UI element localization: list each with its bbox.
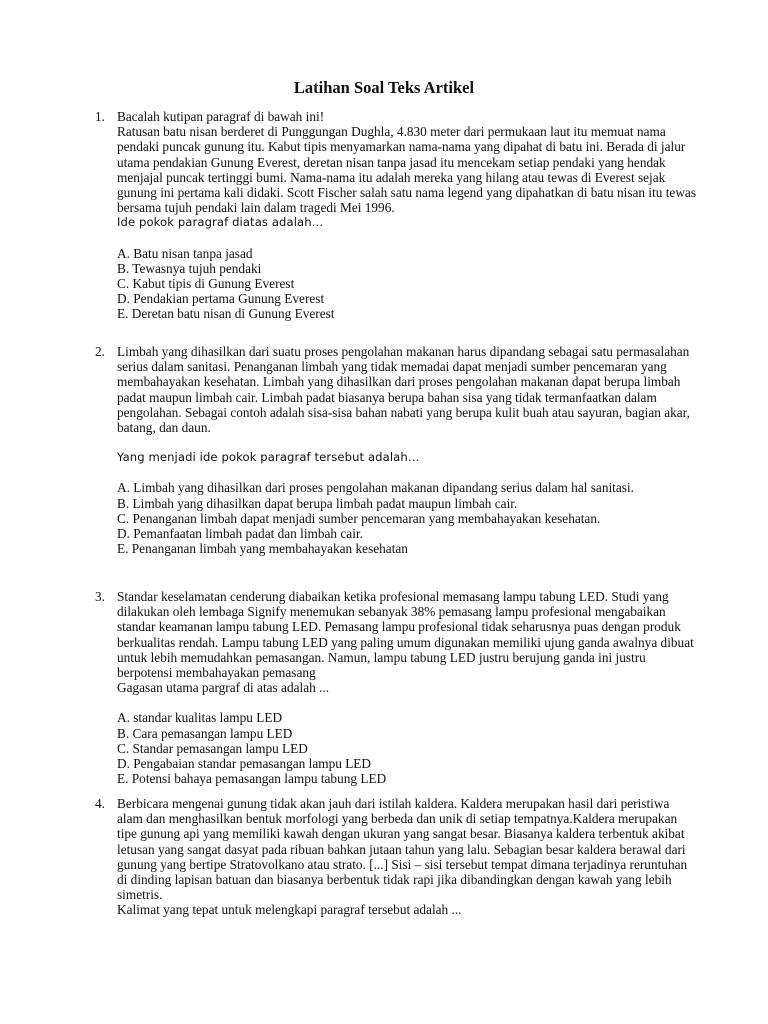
answer-options [117,246,697,322]
option-a: A. standar kualitas lampu LED [117,710,283,726]
question-prompt: Yang menjadi ide pokok paragraf tersebut adalah… [117,450,420,465]
question-number: 4. [95,796,105,811]
question-prompt: Kalimat yang tepat untuk melengkapi paragraf tersebut adalah ... [117,902,462,918]
question-body [117,589,697,786]
question-number: 2. [95,344,105,359]
question-intro: Bacalah kutipan paragraf di bawah ini! [117,109,325,124]
option-a: A. Batu nisan tanpa jasad [117,245,253,261]
answer-options [117,480,697,556]
option-c: C. Penanganan limbah dapat menjadi sumber pencemaran yang membahayakan kesehatan. [117,510,601,526]
option-e: E. Potensi bahaya pemasangan lampu tabung LED [117,771,387,787]
option-d: D. Pemanfaatan limbah padat dan limbah cair. [117,526,363,542]
page-title: Latihan Soal Teks Artikel [293,78,475,97]
option-b: B. Limbah yang dihasilkan dapat berupa limbah padat maupun limbah cair. [117,495,518,511]
question-paragraph: Berbicara mengenai gunung tidak akan jauh dari istilah kaldera. Kaldera merupakan hasil dari peristiwa alam dan menghasilkan bentuk morfologi yang berbeda dan unik di setiap tempatnya.Kaldera merupakan tipe gunung api yang memiliki kawah dengan ukuran yang sangat besar. Biasanya kaldera terbentuk akibat letusan yang sangat dasyat pada ribuan bahkan jutaan tahun yang lalu. Sebagian besar kaldera berawal dari gunung yang bertipe Stratovolkano atau strato. [...] Sisi – sisi tersebut tempat dimana terjadinya reruntuhan di dinding lapisan batuan dan biasanya berbentuk tidak rapi jika dibandingkan dengan kawah yang lebih simetris. [117,796,688,903]
question-paragraph: Limbah yang dihasilkan dari suatu proses pengolahan makanan harus dipandang sebagai satu permasalahan serius dalam sanitasi. Penanganan limbah yang tidak memadai dapat menjadi sumber pencemaran yang membahayakan kesehatan. Limbah yang dihasilkan dari proses pengolahan makanan dapat berupa limbah padat maupun limbah cair. Limbah padat biasanya berupa bahan sisa yang tidak termanfaatkan dalam pengolahan. Sebagai contoh adalah sisa-sisa bahan nabati yang berupa kulit buah atau sayuran, bagian akar, batang, dan daun. [117,344,690,436]
option-e: E. Penanganan limbah yang membahayakan kesehatan [117,541,408,557]
option-b: B. Cara pemasangan lampu LED [117,725,293,741]
question-prompt: Gagasan utama pargraf di atas adalah ... [117,680,330,696]
option-d: D. Pendakian pertama Gunung Everest [117,291,325,307]
option-e: E. Deretan batu nisan di Gunung Everest [117,306,335,322]
question-body [117,796,697,918]
option-a: A. Limbah yang dihasilkan dari proses pengolahan makanan dipandang serius dalam hal sanitasi. [117,480,634,496]
question-body [117,344,697,556]
question-paragraph: Ratusan batu nisan berderet di Punggungan Dughla, 4.830 meter dari permukaan laut itu memuat nama pendaki puncak gunung itu. Kabut tipis menyamarkan nama-nama yang dipahat di batu ini. Berada di jalur utama pendakian Gunung Everest, deretan nisan tanpa jasad itu mencekam setiap pendaki yang hendak menjajal puncak tertinggi bumi. Nama-nama itu adalah mereka yang hilang atau tewas di Everest sejak gunung ini pertama kali didaki. Scott Fischer salah satu nama legend yang dipahatkan di batu nisan itu tewas bersama tujuh pendaki lain dalam tragedi Mei 1996. [117,124,697,216]
question-body [117,109,697,322]
answer-options [117,710,697,786]
question-number: 1. [95,109,105,124]
option-b: B. Tewasnya tujuh pendaki [117,260,262,276]
option-d: D. Pengabaian standar pemasangan lampu LED [117,756,372,772]
question-prompt: Ide pokok paragraf diatas adalah… [117,215,324,230]
option-c: C. Standar pemasangan lampu LED [117,740,308,756]
option-c: C. Kabut tipis di Gunung Everest [117,276,295,292]
question-number: 3. [95,589,105,604]
question-paragraph: Standar keselamatan cenderung diabaikan ketika profesional memasang lampu tabung LED. Studi yang dilakukan oleh lembaga Signify menemukan sebanyak 38% pemasang lampu profesional mengabaikan standar keamanan lampu tabung LED. Pemasang lampu profesional tidak seharusnya puas dengan produk berkualitas rendah. Lampu tabung LED yang paling umum digunakan memiliki ujung ganda awalnya dibuat untuk lebih memudahkan pemasangan. Namun, lampu tabung LED justru berujung ganda ini justru berpotensi membahayakan pemasang [117,589,694,681]
